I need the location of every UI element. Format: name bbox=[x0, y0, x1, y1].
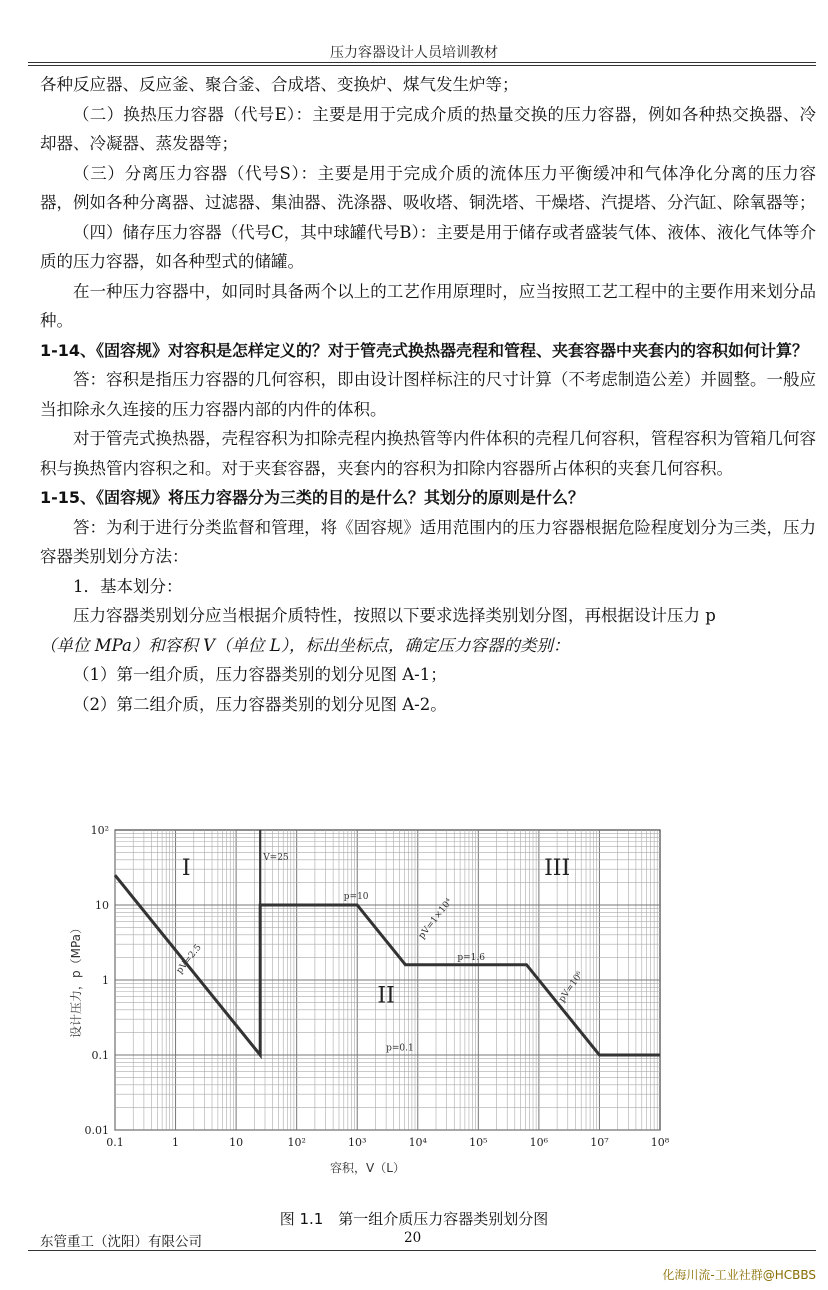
x-tick-label: 10⁵ bbox=[469, 1136, 488, 1149]
paragraph: （三）分离压力容器（代号S）：主要是用于完成介质的流体压力平衡缓冲和气体净化分离的压力容器，例如各种分离器、过滤器、集油器、洗涤器、吸收塔、铜洗塔、干燥塔、汽提塔、分汽缸、除氧器等； bbox=[40, 163, 816, 212]
footer-rule bbox=[28, 1250, 816, 1251]
paragraph: 答：为利于进行分类监督和管理，将《固容规》适用范围内的压力容器根据危险程度划分为三类，压力容器类别划分方法： bbox=[40, 517, 816, 566]
y-tick-label: 10 bbox=[95, 899, 109, 912]
figure-caption: 图 1.1 第一组介质压力容器类别划分图 bbox=[279, 1210, 549, 1228]
region-label: III bbox=[544, 856, 571, 882]
chart-annotation: p=1.6 bbox=[457, 952, 485, 963]
x-tick-label: 0.1 bbox=[106, 1136, 124, 1149]
paragraph: （1）第一组介质，压力容器类别的划分见图 A-1； bbox=[73, 665, 447, 684]
header-rule bbox=[28, 62, 816, 66]
paragraph: 对于管壳式换热器，壳程容积为扣除壳程内换热管等内件体积的壳程几何容积，管程容积为管箱几何容积与换热管内容积之和。对于夹套容器，夹套内的容积为扣除内容器所占体积的夹套几何容积。 bbox=[40, 429, 816, 478]
x-tick-label: 10⁴ bbox=[408, 1136, 427, 1149]
chart-svg bbox=[60, 815, 680, 1185]
x-tick-label: 10⁷ bbox=[590, 1136, 609, 1149]
paragraph: 在一种压力容器中，如同时具备两个以上的工艺作用原理时，应当按照工艺工程中的主要作用来划分品种。 bbox=[40, 281, 816, 330]
y-tick-label: 0.1 bbox=[91, 1049, 109, 1062]
y-tick-label: 0.01 bbox=[84, 1124, 109, 1137]
footer-company: 东管重工（沈阳）有限公司 bbox=[40, 1234, 202, 1250]
x-tick-label: 10⁶ bbox=[529, 1136, 549, 1149]
paragraph: （单位 MPa）和容积 V（单位 L），标出坐标点，确定压力容器的类别： bbox=[40, 635, 570, 655]
body-text bbox=[40, 70, 816, 719]
region-label: I bbox=[181, 856, 191, 882]
paragraph: （2）第二组介质，压力容器类别的划分见图 A-2。 bbox=[73, 694, 447, 714]
x-tick-label: 10 bbox=[229, 1136, 244, 1149]
chart-annotation: p=10 bbox=[343, 892, 369, 903]
paragraph: 答：容积是指压力容器的几何容积，即由设计图样标注的尺寸计算（不考虑制造公差）并圆整。一般应当扣除永久连接的压力容器内部的内件的体积。 bbox=[40, 370, 816, 419]
region-label: II bbox=[377, 983, 395, 1009]
page-number: 20 bbox=[404, 1230, 422, 1246]
y-tick-label: 1 bbox=[102, 974, 109, 987]
page-header: 压力容器设计人员培训教材 bbox=[330, 45, 498, 61]
chart-annotation: pV=10⁶ bbox=[557, 969, 586, 1005]
watermark: 化海川流-工业社群@HCBBS bbox=[662, 1268, 816, 1282]
section-heading: 1-14、《固容规》对容积是怎样定义的？对于管壳式换热器壳程和管程、夹套容器中夹套内的容积如何计算？ bbox=[40, 340, 809, 360]
y-tick-label: 10² bbox=[90, 824, 109, 837]
pressure-vessel-chart bbox=[60, 815, 680, 1185]
paragraph: 压力容器类别划分应当根据介质特性，按照以下要求选择类别划分图，再根据设计压力 p bbox=[73, 606, 716, 625]
chart-annotation: p=0.1 bbox=[386, 1043, 414, 1054]
x-tick-label: 10³ bbox=[348, 1136, 367, 1149]
x-tick-label: 10² bbox=[287, 1136, 306, 1149]
chart-annotation: pV=1×10⁴ bbox=[417, 896, 455, 942]
paragraph: （四）储存压力容器（代号C，其中球罐代号B）：主要是用于储存或者盛装气体、液体、液化气体等介质的压力容器，如各种型式的储罐。 bbox=[40, 222, 816, 271]
x-tick-label: 1 bbox=[172, 1136, 180, 1149]
paragraph: 各种反应器、反应釜、聚合釜、合成塔、变换炉、煤气发生炉等； bbox=[40, 75, 519, 94]
y-axis-label: 设计压力，p（MPa） bbox=[69, 921, 83, 1039]
paragraph: 1．基本划分： bbox=[73, 576, 183, 596]
paragraph: （二）换热压力容器（代号E）：主要是用于完成介质的热量交换的压力容器，例如各种热交换器、冷却器、冷凝器、蒸发器等； bbox=[40, 104, 816, 153]
x-axis-label: 容积，V（L） bbox=[330, 1161, 405, 1175]
chart-annotation: pV=2.5 bbox=[174, 942, 204, 976]
x-tick-label: 10⁸ bbox=[650, 1136, 670, 1149]
chart-annotation: V=25 bbox=[263, 852, 289, 863]
section-heading: 1-15、《固容规》将压力容器分为三类的目的是什么？其划分的原则是什么？ bbox=[40, 488, 585, 507]
